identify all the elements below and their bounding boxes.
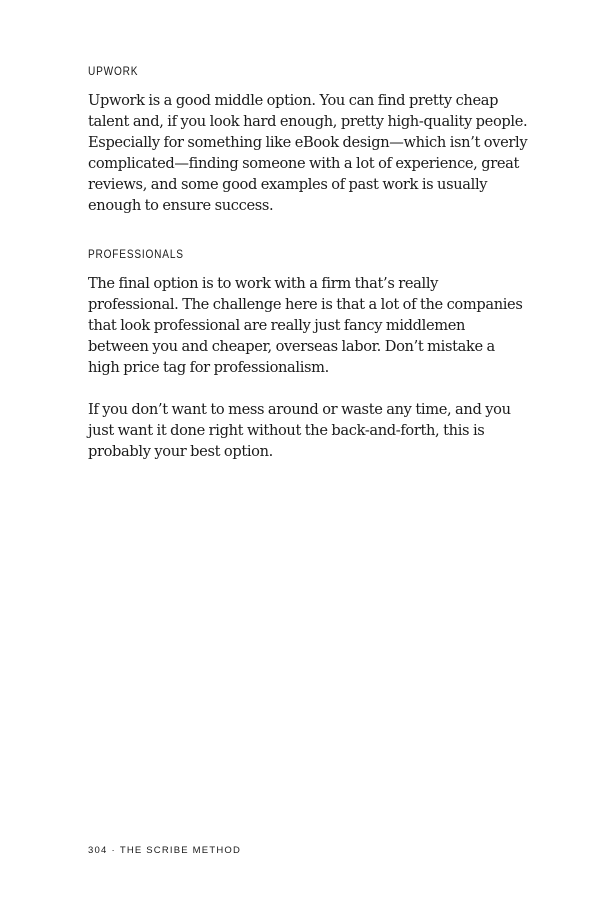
paragraph: The final option is to work with a firm that’s really professional. The challenge here is that a lot of the companies that look professional are really just fancy middlemen between you and cheaper, overseas labor. Don’t mistake a high price tag for professionalism. bbox=[88, 275, 523, 376]
section-spacer bbox=[88, 216, 528, 247]
paragraph-spacer bbox=[88, 378, 528, 399]
page-footer bbox=[88, 845, 241, 856]
section-upwork bbox=[88, 64, 528, 216]
paragraph: If you don’t want to mess around or waste any time, and you just want it done right without the back-and-forth, this is probably your best option. bbox=[88, 401, 511, 460]
footer-separator: · bbox=[111, 845, 116, 856]
page-content bbox=[88, 64, 528, 462]
section-heading: UPWORK bbox=[88, 66, 139, 78]
paragraph: Upwork is a good middle option. You can find pretty cheap talent and, if you look hard enough, pretty high-quality people. Especially for something like eBook design—which isn’t overly complicated—finding someone with a lot of experience, great reviews, and some good examples of past work is usually enough to ensure success. bbox=[88, 92, 528, 214]
book-title: THE SCRIBE METHOD bbox=[119, 845, 242, 856]
section-professionals bbox=[88, 247, 528, 462]
page-number: 304 bbox=[88, 845, 108, 856]
section-heading: PROFESSIONALS bbox=[88, 249, 184, 261]
